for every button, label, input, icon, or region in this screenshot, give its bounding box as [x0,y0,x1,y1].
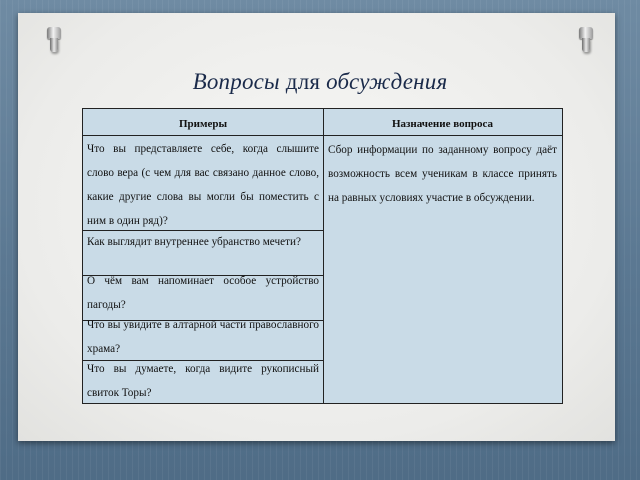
title-word-discussion: обсуждения [326,69,448,94]
example-item-4: Что вы увидите в алтарной части православного храма? [87,319,319,355]
purpose-column [323,109,562,403]
example-item-1: Что вы представляете себе, когда слышите слово вера (с чем для вас связано данное слово, какие другие слова вы могли бы поместить с ним в один ряд)? [87,143,319,227]
examples-header: Примеры [178,118,228,130]
title-word-questions: Вопросы [192,69,280,94]
pushpin-right-icon [579,27,593,53]
purpose-text: Сбор информации по заданному вопросу даёт возможность всем ученикам в классе принять на равных условиях участие в обсуждении. [328,144,557,204]
example-item-2: Как выглядит внутреннее убранство мечети? [87,236,301,248]
pushpin-left-icon [47,27,61,53]
example-item-3: О чём вам напоминает особое устройство пагоды? [87,275,319,311]
title-word-for: для [279,69,327,94]
example-item-5: Что вы думаете, когда видите рукописный свиток Торы? [87,363,319,399]
examples-column [83,109,324,403]
slide-title [0,69,640,95]
discussion-table [82,108,563,404]
purpose-header: Назначение вопроса [391,118,494,130]
